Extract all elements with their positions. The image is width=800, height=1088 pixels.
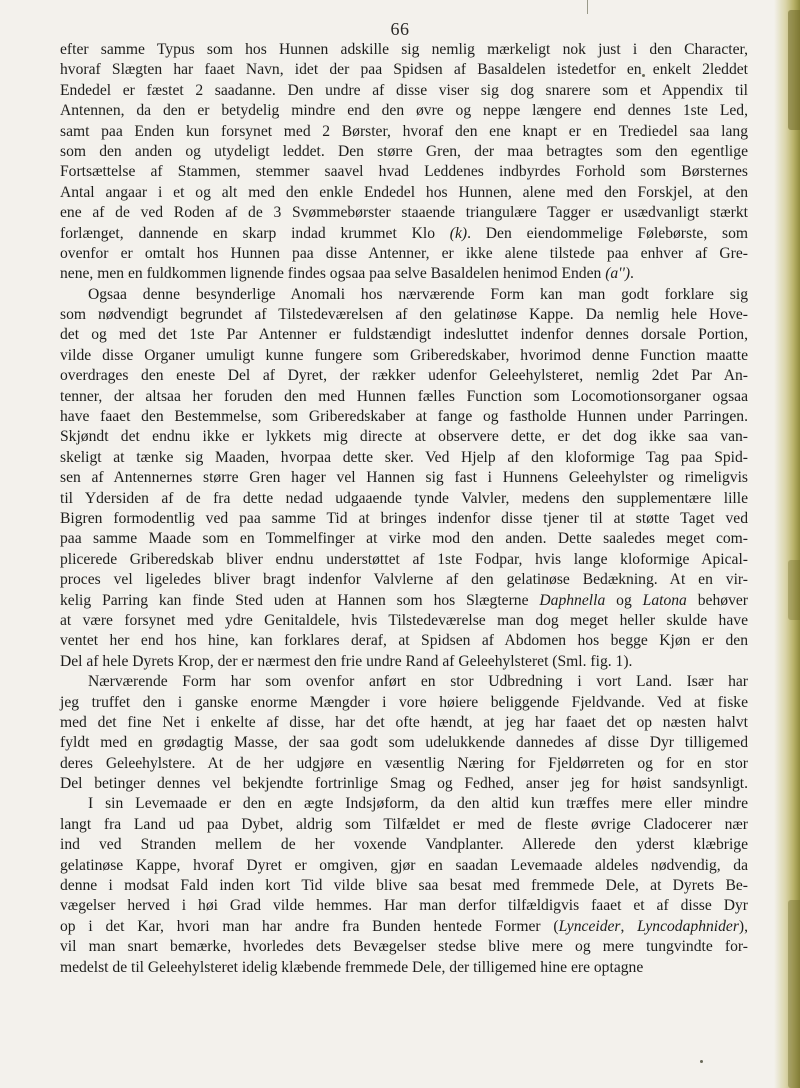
- text-line: Skjøndt det endnu ikke er lykkets mig directe at observere dette, er det dog ikke saa van-: [60, 428, 748, 446]
- paper-speck: [700, 1060, 703, 1063]
- text-line: Endedel er fæstet 2 saadanne. Den undre af disse viser sig dog snarere som et Appendix til: [60, 81, 748, 99]
- body-text: [60, 40, 748, 978]
- text-line: have faaet den Bestemmelse, som Griberedskaber at fange og fastholde Hunnen under Parringen.: [60, 408, 748, 426]
- text-line: det og med det 1ste Par Antenner er fuldstændigt indesluttet indenfor dennes dorsale Portion,: [60, 326, 748, 344]
- text-line: denne i modsat Fald inden kort Tid vilde blive saa besat med fremmede Dele, at Dyrets Be-: [60, 877, 748, 895]
- text-line: overdrages den eneste Del af Dyret, der rækker udenfor Geleehylsteret, nemlig 2det Par An-: [60, 367, 748, 385]
- text-line: kelig Parring kan finde Sted uden at Hannen som hos Slægterne Daphnella og Latona behøver: [60, 591, 748, 609]
- text-line: gelatinøse Kappe, hvoraf Dyret er omgiven, gjør en saadan Levemaade aldeles nødvendig, da: [60, 856, 748, 874]
- text-line: paa samme Maade som en Tommelfinger at virke mod den anden. Dette saaledes meget com-: [60, 530, 748, 548]
- text-line: op i det Kar, hvori man har andre fra Bunden hentede Former (Lynceider, Lyncodaphnider),: [60, 917, 748, 935]
- text-line: ovenfor er omtalt hos Hunnen paa disse Antenner, er ikke alene tilstede paa enhver af Gre-: [60, 244, 748, 262]
- text-line: som den anden og utydeligt leddet. Den større Gren, der maa betragtes som den egentlige: [60, 142, 748, 160]
- text-line: efter samme Typus som hos Hunnen adskille sig nemlig mærkeligt nok just i den Character,: [60, 41, 748, 58]
- text-line: Bigren formodentlig ved paa samme Tid at bringes indenfor disse tjener til at støtte Taget ved: [60, 509, 748, 527]
- page-number: 66: [390, 19, 410, 39]
- text-line: jeg truffet den i ganske enorme Mængder i vore høiere beliggende Fjeldvande. Ved at fiske: [60, 693, 748, 711]
- text-line: samt paa Enden kun forsynet med 2 Børster, hvoraf den ene knapt er en Trediedel saa lang: [60, 122, 748, 140]
- page-edge-stain: [788, 560, 800, 620]
- text-line: deres Geleehylstere. At de her udgjøre en væsentlig Næring for Fjeldørreten og for en stor: [60, 754, 748, 772]
- text-line: Fortsættelse af Stammen, stemmer saavel hvad Leddenes indbyrdes Forhold som Børsternes: [60, 163, 748, 181]
- text-line: Nærværende Form har som ovenfor anført en stor Udbredning i vort Land. Især har: [88, 673, 748, 691]
- text-line: Antal angaar i et og alt med den enkle Endedel hos Hunnen, alene med den Forskjel, at den: [60, 183, 748, 201]
- text-line: sen af Antennernes større Gren hager vel Hannen sig fast i Hunnens Geleehylster og rimeligvis: [60, 469, 748, 487]
- text-line: vilde disse Organer umuligt kunne fungere som Griberedskaber, hvorimod denne Function maatte: [60, 346, 748, 364]
- text-line: ventet her end hos hine, kan forklares deraf, at Spidsen af Abdomen hos begge Kjøn er den: [60, 632, 748, 650]
- text-line: hvoraf Slægten har faaet Navn, idet der paa Spidsen af Basaldelen istedetfor en enkelt 2leddet: [60, 61, 748, 79]
- text-line: ind ved Stranden mellem de her voxende Vandplanter. Allerede den yderst klæbrige: [60, 836, 748, 854]
- text-line: som nødvendigt begrundet af Tilstedeværelsen af den gelatinøse Kappe. Da nemlig hele Hove-: [60, 306, 748, 324]
- text-line: skeligt at tænke sig Maaden, hvorpaa dette sker. Ved Hjelp af den kloformige Tag paa Spid-: [60, 448, 748, 466]
- text-line: med det fine Net i enkelte af disse, har det ofte hændt, at jeg har faaet det op næsten halvt: [60, 713, 748, 731]
- text-line: Antennen, da den er betydelig mindre end den øvre og neppe længere end dennes 1ste Led,: [60, 102, 748, 120]
- text-line: til Ydersiden af de fra dette nedad udgaaende tynde Valvler, medens den supplementære lille: [60, 489, 748, 507]
- text-line: langt fra Land ud paa Dybet, aldrig som Tilfældet er med de fleste øvrige Cladocerer nær: [60, 815, 748, 833]
- text-line: at være forsynet med ydre Genitaldele, hvis Tilstedeværelse man dog meget heller skulde have: [60, 611, 748, 629]
- text-line: plicerede Griberedskab bliver endnu understøttet af 1ste Fodpar, hvis lange kloformige Apical-: [60, 550, 748, 568]
- text-line: vil man snart bemærke, hvorledes dets Bevægelser stedse blive mere og mere tungvindte for-: [60, 938, 748, 956]
- text-line: Del betinger dennes vel bekjendte fortrinlige Smag og Fedhed, anser jeg for høist sandsynligt.: [60, 775, 748, 793]
- text-line: I sin Levemaade er den en ægte Indsjøform, da den altid kun træffes mere eller mindre: [88, 795, 748, 813]
- text-line: ene af de ved Roden af de 3 Svømmebørster staaende triangulære Tagger er usædvanligt stærkt: [60, 204, 748, 222]
- text-line: tenner, der altsaa her foruden den med Hunnen fælles Function som Locomotionsorganer ogsaa: [60, 387, 748, 405]
- text-line: medelst de til Geleehylsteret idelig klæbende fremmede Dele, der tilligemed hine ere optagne: [60, 958, 644, 976]
- text-line: Del af hele Dyrets Krop, der er nærmest den frie undre Rand af Geleehylsteret (Sml. fig. 1).: [60, 652, 633, 670]
- text-line: nene, men en fuldkommen lignende findes ogsaa paa selve Basaldelen henimod Enden (a'').: [60, 265, 634, 283]
- text-line: proces vel ligeledes bliver bragt indenfor Valvlerne af den gelatinøse Bedækning. At en vir-: [60, 571, 748, 589]
- text-line: Ogsaa denne besynderlige Anomali hos nærværende Form kan man godt forklare sig: [88, 285, 748, 303]
- page-edge-stain: [788, 900, 800, 1088]
- scan-mark: [587, 0, 588, 14]
- text-line: vægelser herved i høi Grad vilde hemmes. Har man derfor tilfældigvis faaet et af disse Dyr: [60, 897, 748, 915]
- text-line: forlænget, dannende en skarp indad krummet Klo (k). Den eiendommelige Følebørste, som: [60, 224, 749, 242]
- text-line: fyldt med en grødagtig Masse, der saa godt som udelukkende dannedes af disse Dyr tilligemed: [60, 734, 748, 752]
